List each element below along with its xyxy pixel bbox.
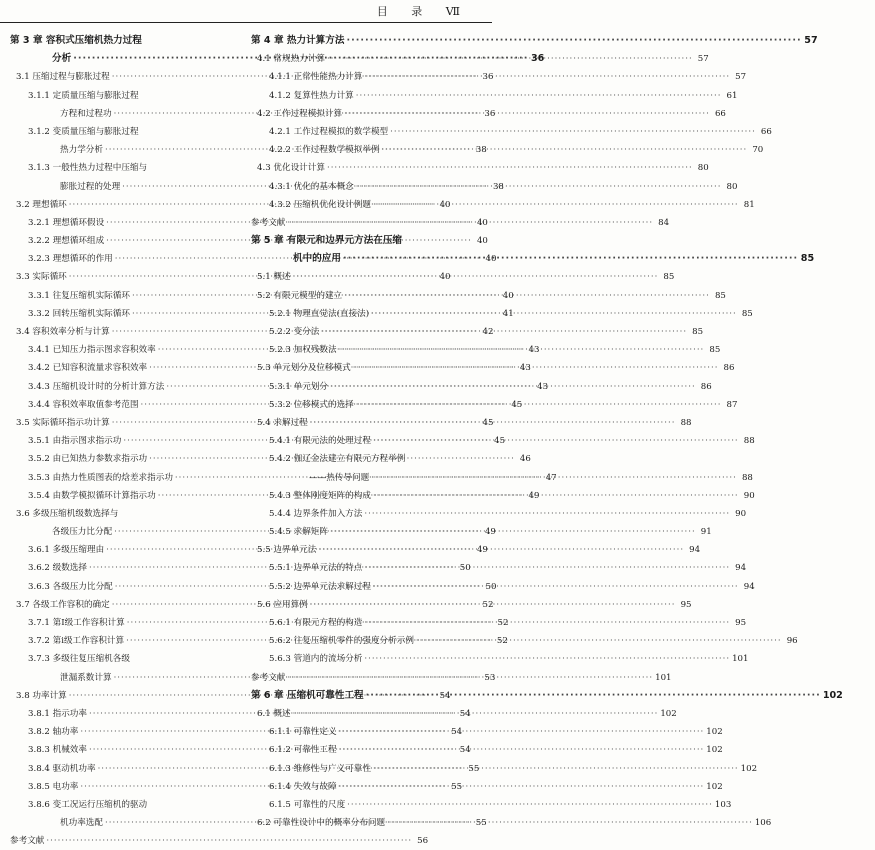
- toc-entry-title: 3.5.2 由已知热力参数求指示功: [28, 454, 148, 465]
- toc-entry-title: 3.3 实际循环: [16, 272, 67, 283]
- toc-entry-title: 3.1.2 变质量压缩与膨胀过程: [28, 126, 139, 137]
- toc-entry-title: 3.7.1 第Ⅰ级工作容积计算: [28, 618, 125, 628]
- toc-entry-title: 4.2.1 工作过程模拟的数学模型: [269, 126, 389, 137]
- toc-entry: [10, 796, 241, 814]
- leader-dots: [339, 741, 705, 759]
- toc-entry-title: ——热传导问题: [309, 472, 370, 483]
- toc-page-number: 50: [485, 581, 497, 592]
- toc-entry-title: 4.2 工作过程模拟计算: [257, 108, 343, 119]
- toc-page-number: 90: [743, 490, 755, 501]
- toc-page-number: 45: [494, 436, 506, 447]
- toc-page-number: 84: [658, 217, 670, 228]
- leader-dots: [346, 32, 801, 50]
- toc-entry-title: 3.1.3 一般性热力过程中压缩与: [28, 163, 148, 174]
- toc-page-number: 66: [714, 108, 726, 119]
- leader-dots: [330, 523, 696, 541]
- toc-entry-title: 6.1.2 可靠性工程: [269, 745, 337, 756]
- toc-page-number: 96: [786, 636, 798, 647]
- toc-entry-title: 6.1 概述: [257, 708, 291, 719]
- toc-page-number: 38: [475, 145, 487, 156]
- leader-dots: [327, 159, 693, 177]
- toc-page-number: 85: [714, 290, 726, 301]
- toc-entry-title: 5.2.3 加权残数法: [269, 345, 337, 356]
- toc-entry-title: 3.4.1 已知压力指示图求容积效率: [28, 345, 156, 356]
- toc-entry-title: 3.4.4 容积效率取值参考范围: [28, 399, 139, 410]
- leader-dots: [387, 814, 753, 832]
- toc-page-number: 45: [511, 399, 523, 410]
- toc-page-number: 54: [451, 727, 463, 738]
- toc-entry-title: 6.1.5 可靠性的尺度: [269, 799, 346, 810]
- toc-page-number: 95: [680, 599, 692, 610]
- toc-entry-title: 3.8.4 驱动机功率: [28, 763, 96, 774]
- toc-entry-title: 3.5.4 由数学模拟循环计算指示功: [28, 490, 156, 501]
- toc-page-number: 36: [484, 108, 496, 119]
- toc-entry: [10, 32, 241, 50]
- toc-entry-title: 4.3 优化设计计算: [257, 163, 325, 174]
- toc-entry-title: 3.6.1 多级压缩理由: [28, 545, 105, 556]
- toc-entry-title: 5.6.3 管道内的流场分析: [269, 654, 363, 665]
- toc-entry-title: 5.4 求解过程: [257, 417, 308, 428]
- toc-page-number: 88: [680, 417, 692, 428]
- toc-entry-title: 3.7.2 第ⅰ级工作容积计算: [28, 636, 125, 647]
- toc-entry-title: 4.3.2 压缩机优化设计例题: [269, 199, 371, 210]
- leader-dots: [287, 669, 653, 687]
- toc-page-number: [861, 232, 875, 250]
- toc-entry-title: 3.3.2 回转压缩机实际循环: [28, 308, 130, 319]
- leader-dots: [373, 196, 739, 214]
- toc-page-number: 55: [451, 781, 463, 792]
- leader-dots: [364, 505, 730, 523]
- toc-page-number: 40: [439, 272, 451, 283]
- toc-page-number: 53: [484, 672, 496, 683]
- toc-entry: [251, 814, 772, 832]
- toc-page-number: 42: [482, 327, 494, 337]
- toc-entry: [251, 687, 843, 705]
- toc-page-number: 57: [804, 35, 818, 46]
- toc-page-number: 55: [475, 818, 487, 829]
- toc-page-number: 86: [700, 381, 712, 392]
- leader-dots: [344, 105, 710, 123]
- toc-entry-title: 3.1.1 定质量压缩与膨胀过程: [28, 90, 139, 101]
- toc-page-number: 36: [482, 72, 494, 83]
- toc-entry-title: 3.5.1 由指示图求指示功: [28, 436, 122, 447]
- toc-page-number: 36: [531, 53, 545, 65]
- toc-entry-title: 3.8.3 机械效率: [28, 745, 87, 756]
- toc-entry: [10, 123, 241, 141]
- toc-page-number: 95: [735, 618, 747, 628]
- toc-entry-title: 3.1 压缩过程与膨胀过程: [16, 72, 110, 83]
- toc-page-number: 81: [743, 199, 755, 210]
- toc-entry-title: 5.4.2 伽辽金法建立有限元方程举例: [269, 454, 406, 465]
- leader-dots: [293, 705, 659, 723]
- header-title: 目 录 Ⅶ: [376, 5, 470, 18]
- toc-entry-title: 5.6.1 有限元方程的构造: [269, 618, 363, 628]
- toc-entry-title: 第 6 章 压缩机可靠性工程: [251, 689, 364, 701]
- toc-entry-title: 膨胀过程的处理: [60, 181, 121, 192]
- toc-entry-title: 3.4 容积效率分析与计算: [16, 327, 110, 337]
- toc-page-number: 102: [822, 689, 843, 701]
- toc-entry: [251, 705, 677, 723]
- toc-page-number: 40: [476, 236, 488, 247]
- toc-page-number: 88: [743, 436, 755, 447]
- toc-entry-title: 参考文献: [251, 217, 286, 228]
- toc-page-number: 49: [476, 545, 488, 556]
- toc-entry: [251, 214, 670, 232]
- toc-entry-title: 3.2.3 理想循环的作用: [28, 254, 113, 265]
- toc-entry-title: 5.5.2 边界单元法求解过程: [269, 581, 371, 592]
- toc-page-number: 54: [459, 708, 471, 719]
- toc-page-number: 66: [760, 126, 772, 137]
- toc-entry-title: 3.5 实际循环指示功计算: [16, 417, 110, 428]
- toc-page-number: 43: [528, 345, 540, 356]
- leader-dots: [373, 760, 739, 778]
- toc-page-number: 43: [537, 381, 549, 392]
- toc-entry-title: 5.4.5 求解矩阵: [269, 527, 328, 538]
- toc-entry-title: 5.5.1 边界单元法的特点: [269, 563, 363, 574]
- toc-entry-title: 第 5 章 有限元和边界元方法在压缩: [251, 235, 403, 247]
- leader-dots: [390, 123, 756, 141]
- page-header: [0, 0, 492, 23]
- toc-page-number: 85: [663, 272, 675, 283]
- leader-dots: [416, 632, 782, 650]
- toc-page-number: 103: [714, 799, 732, 810]
- toc-entry: [251, 741, 723, 759]
- toc-entry-title: 方程和过程功: [60, 108, 112, 119]
- toc-entry-title: 4.1.2 复算性热力计算: [269, 90, 354, 101]
- toc-entry-title: 5.3 单元划分及位移模式: [257, 363, 351, 374]
- toc-page-number: 40: [439, 199, 451, 210]
- toc-entry-title: 各级压力比分配: [52, 527, 113, 538]
- leader-dots: [287, 214, 653, 232]
- toc-page-number: 49: [484, 527, 496, 538]
- toc-page-number: 49: [528, 490, 540, 501]
- toc-entry-title: 3.5.3 由热力性质图表的焓差求指示功: [28, 472, 173, 483]
- toc-entry-title: 6.1.3 维修性与广义可靠性: [269, 763, 371, 774]
- toc-entry: [10, 159, 241, 177]
- toc-entry-title: 3.2.2 理想循环组成: [28, 236, 105, 247]
- toc-entry-title: 5.1 概述: [257, 272, 291, 283]
- toc-entry: [10, 87, 241, 105]
- leader-dots: [310, 596, 676, 614]
- toc-page-number: 46: [519, 454, 531, 465]
- toc-entry-title: 5.5 边界单元法: [257, 545, 317, 556]
- toc-entry: [10, 832, 429, 850]
- toc-page-number: 91: [700, 527, 712, 538]
- toc-entry-title: 5.2.1 物理直觉法(直接法): [269, 308, 370, 319]
- toc-page-number: 50: [459, 563, 471, 574]
- toc-entry-title: 4.2.2 工作过程数学模拟举例: [269, 145, 380, 156]
- toc-entry-title: 3.8.5 电功率: [28, 781, 79, 792]
- toc-page-number: 70: [752, 145, 764, 156]
- leader-dots: [321, 323, 687, 341]
- leader-dots: [382, 141, 748, 159]
- toc-page-number: 102: [706, 781, 723, 792]
- leader-dots: [356, 87, 722, 105]
- toc-page-number: 94: [735, 563, 747, 574]
- toc-entry-title: 3.2 理想循环: [16, 199, 67, 210]
- toc-entry-title: 3.4.2 已知容积流量求容积效率: [28, 363, 148, 374]
- toc-page-number: 40: [476, 217, 488, 228]
- toc-entry: [251, 159, 709, 177]
- toc-page-number: 85: [692, 327, 704, 337]
- toc-page-number: 85: [741, 308, 753, 319]
- toc-entry-title: 参考文献: [10, 836, 45, 847]
- toc-page-number: 55: [468, 763, 480, 774]
- toc-page-number: 43: [519, 363, 531, 374]
- toc-entry-title: 5.4.1 有限元法的处理过程: [269, 436, 371, 447]
- leader-dots: [339, 341, 705, 359]
- toc-entry: [251, 760, 758, 778]
- toc-entry: [251, 232, 482, 250]
- toc-page-number: [775, 450, 789, 468]
- toc-entry-title: 3.6 多级压缩机级数选择与: [16, 508, 119, 519]
- toc-page-number: 102: [706, 727, 723, 738]
- toc-page-number: 54: [439, 690, 451, 701]
- toc-page-number: 45: [482, 417, 494, 428]
- leader-dots: [366, 687, 821, 705]
- toc-page-number: 90: [735, 508, 747, 519]
- leader-dots: [310, 414, 676, 432]
- leader-dots: [347, 796, 713, 814]
- toc-entry-title: 机中的应用: [293, 253, 341, 265]
- toc-entry-title: 3.7.3 多级往复压缩机各级: [28, 654, 130, 665]
- toc-entry-title: 3.2.1 理想循环假设: [28, 217, 105, 228]
- toc-page-number: 101: [732, 654, 749, 665]
- toc-page-number: 88: [741, 472, 753, 483]
- toc-entry: [10, 650, 241, 668]
- toc-page-number: 101: [655, 672, 672, 683]
- toc-entry-title: 5.3.1 单元划分: [269, 381, 328, 392]
- toc-entry-title: 3.6.2 级数选择: [28, 563, 87, 574]
- toc-entry-title: 泄漏系数计算: [60, 672, 112, 683]
- toc-entry-title: 热力学分析: [60, 145, 103, 156]
- toc-entry-title: 3.8.2 轴功率: [28, 727, 79, 738]
- leader-dots: [330, 378, 696, 396]
- toc-entry: [251, 123, 772, 141]
- toc-entry: [251, 650, 749, 668]
- toc-entry-title: 5.2 有限元模型的建立: [257, 290, 343, 301]
- leader-dots: [344, 287, 710, 305]
- toc-entry-title: 3.7 各级工作容积的确定: [16, 599, 110, 610]
- toc-entry-title: 3.8.6 变工况运行压缩机的驱动: [28, 799, 148, 810]
- toc-entry: [251, 723, 723, 741]
- toc-page-number: 40: [485, 254, 497, 265]
- toc-entry-title: 6.1.1 可靠性定义: [269, 727, 337, 738]
- toc-page-number: 85: [800, 253, 815, 265]
- leader-dots: [318, 541, 684, 559]
- toc-page-number: 52: [496, 636, 508, 647]
- toc-page-number: 94: [743, 581, 755, 592]
- toc-entry-title: 5.4.4 边界条件加入方法: [269, 508, 363, 519]
- toc-page-number: 94: [689, 545, 701, 556]
- toc-page-number: 52: [497, 618, 509, 628]
- toc-entry: [251, 32, 818, 50]
- toc-entry-title: 3.3.1 往复压缩机实际循环: [28, 290, 130, 301]
- leader-dots: [46, 832, 412, 850]
- toc-entry-title: 5.4.3 整体刚度矩阵的构成: [269, 490, 371, 501]
- leader-dots: [353, 359, 719, 377]
- toc-entry-title: 机功率选配: [60, 818, 103, 829]
- leader-dots: [371, 469, 737, 487]
- toc-entry-title: 第 3 章 容积式压缩机热力过程: [10, 35, 142, 46]
- toc-entry-title: 3.8.1 指示功率: [28, 708, 87, 719]
- toc-page-number: 54: [459, 745, 471, 756]
- toc-entry: [251, 268, 675, 286]
- leader-dots: [364, 559, 730, 577]
- toc-entry-title: 4.1.1 正常性能热力计算: [269, 72, 363, 83]
- toc-entry: [251, 141, 764, 159]
- toc-entry: [251, 505, 747, 523]
- toc-entry: [251, 450, 482, 468]
- toc-entry: [251, 778, 723, 796]
- leader-dots: [373, 578, 739, 596]
- leader-dots: [371, 305, 737, 323]
- leader-dots: [364, 650, 730, 668]
- toc-entry: [251, 87, 738, 105]
- toc-entry-title: 4.1 常规热力计算: [257, 54, 325, 65]
- toc-entry: [251, 196, 755, 214]
- toc-page-number: 57: [735, 72, 747, 83]
- toc-page-number: 41: [502, 308, 514, 319]
- leader-dots: [327, 50, 693, 68]
- leader-dots: [364, 68, 730, 86]
- toc-page-number: 102: [660, 708, 677, 719]
- toc-entry-title: 5.6 应用算例: [257, 599, 308, 610]
- toc-entry-title: 6.2 可靠性设计中的概率分布问题: [257, 818, 386, 829]
- toc-entry-title: 5.6.2 往复压缩机零件的强度分析示例: [269, 636, 414, 647]
- leader-dots: [293, 268, 659, 286]
- toc-page-number: 106: [754, 818, 772, 829]
- toc-entry: [251, 559, 747, 577]
- toc-entry-title: 第 4 章 热力计算方法: [251, 35, 345, 46]
- toc-entry-title: 3.4.3 压缩机设计时的分析计算方法: [28, 381, 165, 392]
- toc-entry: [251, 796, 732, 814]
- toc-entry: [251, 541, 701, 559]
- toc-entry-title: 分析: [52, 53, 72, 65]
- leader-dots: [356, 396, 722, 414]
- toc-page-number: 52: [482, 599, 494, 610]
- toc-entry: [10, 505, 241, 523]
- toc-page-number: 56: [417, 836, 429, 847]
- toc-entry-title: 3.6.3 各级压力比分配: [28, 581, 113, 592]
- toc-entry-title: 5.2.2 变分法: [269, 327, 320, 337]
- toc-page-number: 87: [726, 399, 738, 410]
- leader-dots: [339, 723, 705, 741]
- toc-page-number: 102: [740, 763, 758, 774]
- leader-dots: [356, 178, 722, 196]
- toc-page-number: 57: [697, 54, 709, 65]
- toc-page-number: 80: [726, 181, 738, 192]
- toc-page-number: 85: [709, 345, 721, 356]
- leader-dots: [373, 432, 739, 450]
- toc-entry-title: 3.8 功率计算: [16, 690, 67, 701]
- toc-entry-title: 6.1.4 失效与故障: [269, 781, 337, 792]
- toc-page-number: 40: [502, 290, 514, 301]
- leader-dots: [343, 250, 798, 268]
- toc-page-number: 86: [723, 363, 735, 374]
- toc-entry-title: 参考文献: [251, 672, 286, 683]
- toc-page-number: 47: [545, 472, 557, 483]
- toc-page-number: 38: [492, 181, 504, 192]
- leader-dots: [373, 487, 739, 505]
- toc-page-number: 61: [726, 90, 738, 101]
- leader-dots: [339, 778, 705, 796]
- toc-page-number: 102: [706, 745, 723, 756]
- leader-dots: [364, 614, 730, 632]
- toc-page-number: 80: [697, 163, 709, 174]
- toc-entry-title: 5.3.2 位移模式的选择: [269, 399, 354, 410]
- toc-entry-title: 4.3.1 优化的基本概念: [269, 181, 354, 192]
